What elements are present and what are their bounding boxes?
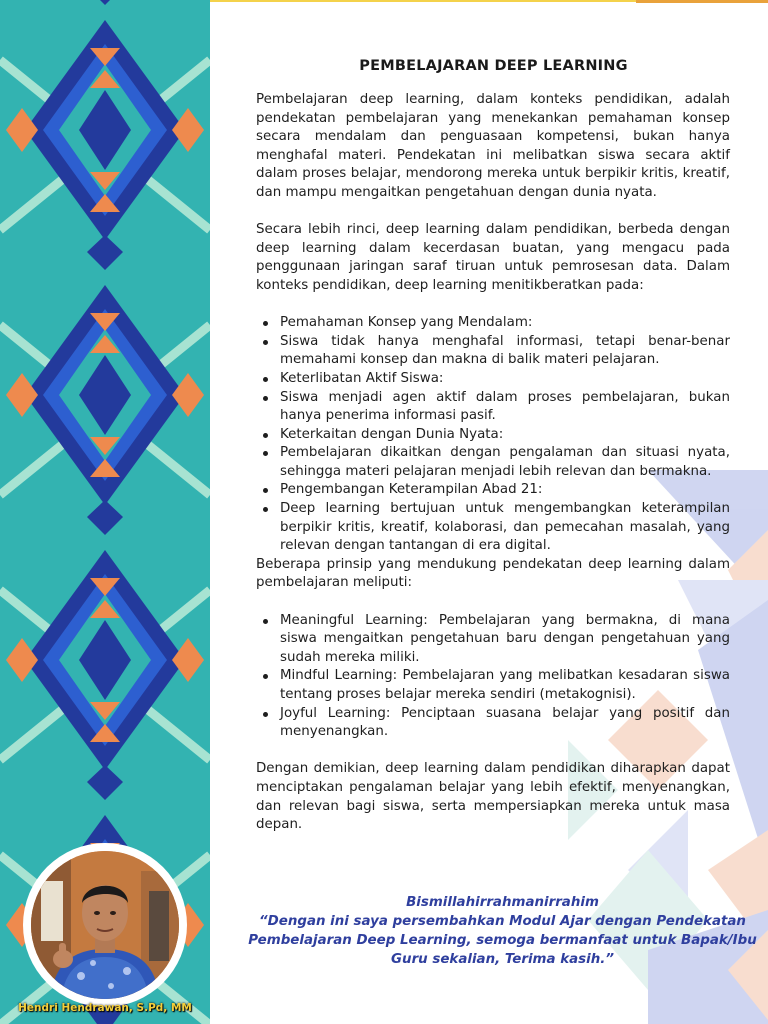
list-item: Deep learning bertujuan untuk mengembangkan keterampilan berpikir kritis, kreatif, kolaborasi, dan pemecahan masalah, yang relevan dengan tantangan di era digital. [280, 500, 730, 556]
closing-quote: “Dengan ini saya persembahkan Modul Ajar dengan Pendekatan Pembelajaran Deep Learning, semoga bermanfaat untuk Bapak/Ibu Guru sekalian, Terima kasih.” [248, 914, 757, 967]
orange-side-diamond [172, 108, 204, 152]
list-item: Keterlibatan Aktif Siswa: [280, 370, 730, 389]
principles-list [256, 612, 730, 742]
orange-side-diamond [172, 638, 204, 682]
author-portrait [31, 851, 179, 999]
list-item: Siswa tidak hanya menghafal informasi, tetapi benar-benar memahami konsep dan makna di balik materi pelajaran. [280, 333, 730, 370]
navy-seam-diamond [87, 765, 123, 800]
orange-side-diamond [6, 373, 38, 417]
orange-side-diamond [6, 638, 38, 682]
closing-dedication [240, 893, 765, 969]
list-item: Meaningful Learning: Pembelajaran yang bermakna, di mana siswa mengaitkan pengetahuan baru dengan pengetahuan yang sudah mereka miliki. [280, 612, 730, 668]
list-item: Pemahaman Konsep yang Mendalam: [280, 314, 730, 333]
orange-side-diamond [6, 108, 38, 152]
list-item: Mindful Learning: Pembelajaran yang melibatkan kesadaran siswa tentang proses belajar mereka sendiri (metakognisi). [280, 667, 730, 704]
article-body [256, 91, 730, 835]
list-item: Pembelajaran dikaitkan dengan pengalaman dan situasi nyata, sehingga materi pelajaran menjadi lebih relevan dan bermakna. [280, 444, 730, 481]
detail-paragraph: Secara lebih rinci, deep learning dalam pendidikan, berbeda dengan deep learning dalam kecerdasan buatan, yang mengacu pada penggunaan jaringan saraf tiruan untuk pemrosesan data. Dalam konteks pendidikan, deep learning menitikberatkan pada: [256, 222, 730, 293]
list-item: Joyful Learning: Penciptaan suasana belajar yang positif dan menyenangkan. [280, 705, 730, 742]
principles-intro-paragraph: Beberapa prinsip yang mendukung pendekatan deep learning dalam pembelajaran meliputi: [256, 556, 730, 591]
top-accent-line-orange [636, 0, 768, 3]
focus-list [256, 314, 730, 556]
navy-seam-diamond [87, 0, 123, 5]
conclusion-paragraph: Dengan demikian, deep learning dalam pendidikan diharapkan dapat menciptakan pengalaman belajar yang lebih efektif, menyenangkan, dan relevan bagi siswa, serta mempersiapkan mereka untuk masa depan. [256, 761, 730, 833]
author-name: Hendri Hendrawan, S.Pd, MM [18, 1002, 192, 1014]
list-item: Keterkaitan dengan Dunia Nyata: [280, 426, 730, 445]
navy-seam-diamond [87, 500, 123, 535]
intro-paragraph: Pembelajaran deep learning, dalam konteks pendidikan, adalah pendekatan pembelajaran yang menekankan pemahaman konsep secara mendalam dan penguasaan kompetensi, bukan hanya menghafal materi. Pendekatan ini melibatkan siswa secara aktif dalam proses belajar, mendorong mereka untuk berpikir kritis, kreatif, dan mampu mengaitkan pengetahuan dengan dunia nyata. [256, 92, 730, 200]
orange-side-diamond [172, 373, 204, 417]
page-title: PEMBELAJARAN DEEP LEARNING [359, 58, 628, 74]
closing-basmalah: Bismillahirrahmanirrahim [406, 895, 599, 910]
navy-seam-diamond [87, 235, 123, 270]
list-item: Pengembangan Keterampilan Abad 21: [280, 481, 730, 500]
avatar [31, 851, 179, 999]
list-item: Siswa menjadi agen aktif dalam proses pembelajaran, bukan hanya penerima informasi pasif. [280, 389, 730, 426]
